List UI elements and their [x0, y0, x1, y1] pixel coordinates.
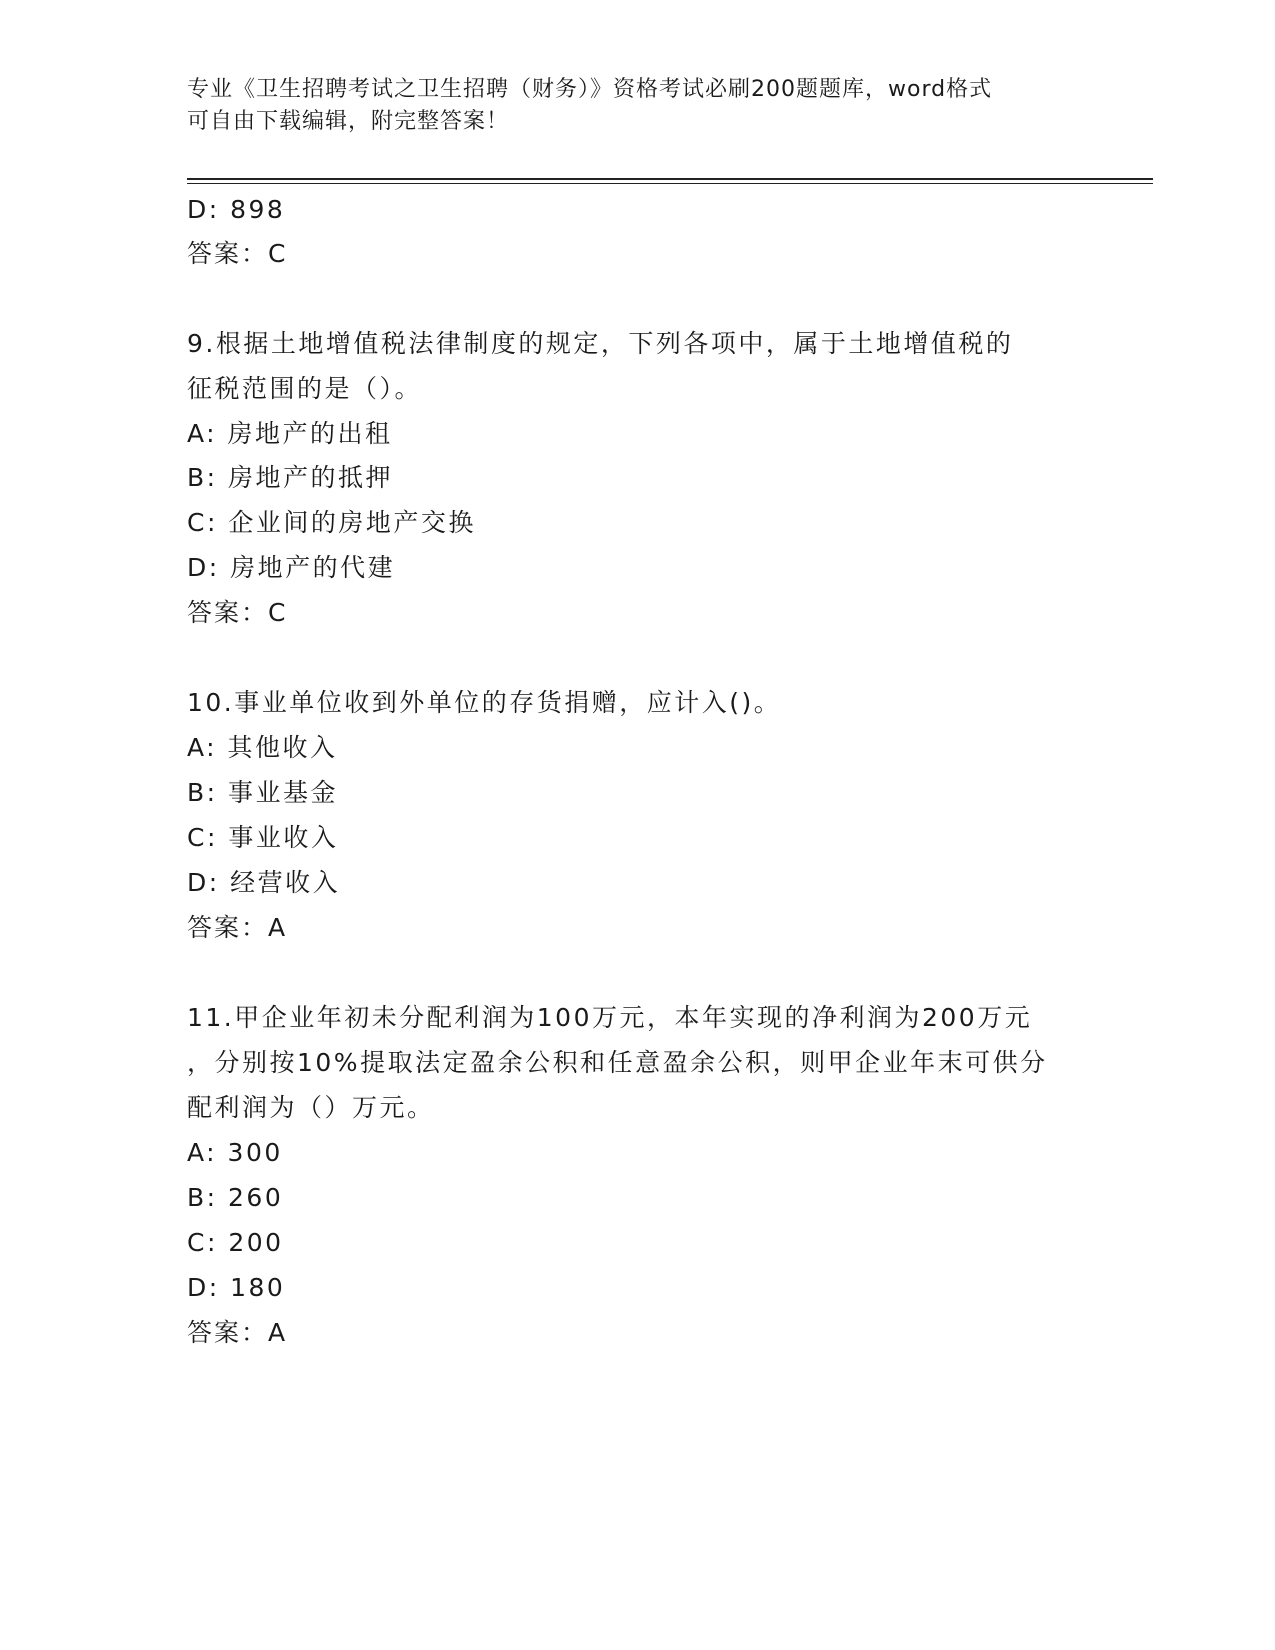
- question-line: 11.甲企业年初未分配利润为100万元，本年实现的净利润为200万元: [187, 1003, 1033, 1032]
- question-line: 配利润为（）万元。: [187, 1093, 435, 1122]
- option-line: D: 经营收入: [187, 868, 341, 897]
- question-line: 10.事业单位收到外单位的存货捐赠，应计入()。: [187, 688, 782, 717]
- header-rule-thick: [187, 178, 1153, 180]
- option-line: C: 200: [187, 1228, 284, 1257]
- option-line: B: 260: [187, 1183, 284, 1212]
- option-line: B: 事业基金: [187, 778, 339, 807]
- option-line: A: 其他收入: [187, 733, 338, 762]
- option-line: A: 300: [187, 1138, 283, 1167]
- option-line: C: 企业间的房地产交换: [187, 508, 476, 537]
- option-line: D: 898: [187, 195, 286, 224]
- question-line: 征税范围的是（）。: [187, 374, 423, 403]
- option-line: B: 房地产的抵押: [187, 463, 394, 492]
- answer-line: 答案：A: [187, 913, 288, 942]
- answer-line: 答案：C: [187, 598, 288, 627]
- header-line-1: 专业《卫生招聘考试之卫生招聘（财务）》资格考试必刷200题题库，word格式: [187, 77, 993, 102]
- header-line-2: 可自由下载编辑，附完整答案！: [187, 109, 510, 134]
- question-line: 9.根据土地增值税法律制度的规定，下列各项中，属于土地增值税的: [187, 329, 1014, 358]
- question-line: ，分别按10%提取法定盈余公积和任意盈余公积，则甲企业年末可供分: [187, 1048, 1048, 1077]
- option-line: C: 事业收入: [187, 823, 339, 852]
- page-header: [187, 74, 1067, 138]
- option-line: D: 180: [187, 1273, 286, 1302]
- answer-line: 答案：C: [187, 239, 288, 268]
- header-rule-thin: [187, 183, 1153, 184]
- answer-line: 答案：A: [187, 1318, 288, 1347]
- option-line: A: 房地产的出租: [187, 419, 393, 448]
- option-line: D: 房地产的代建: [187, 553, 396, 582]
